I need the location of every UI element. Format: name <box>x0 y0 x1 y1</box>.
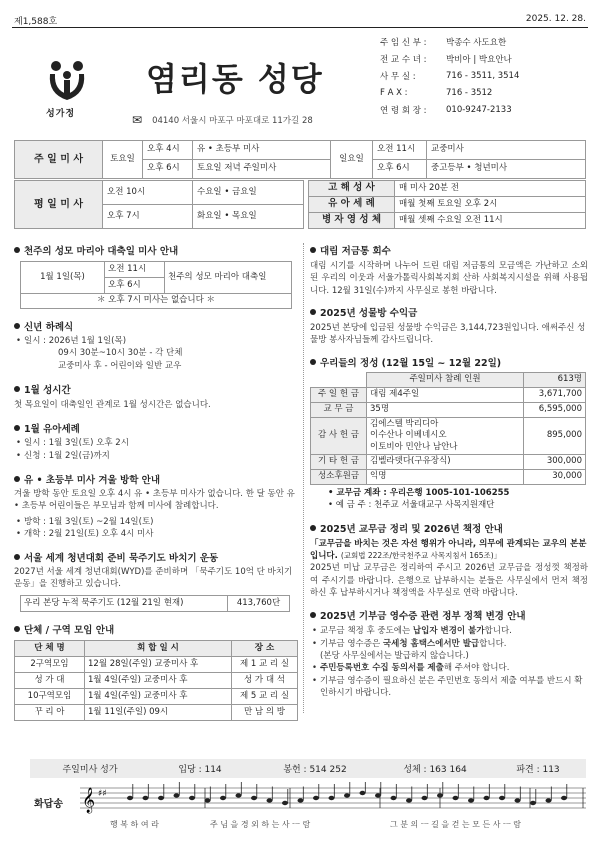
weekday-mass-table <box>14 180 304 229</box>
music-note <box>127 796 133 800</box>
rosary-total-table <box>20 595 290 612</box>
sunday-mass-label: 주 일 미 사 <box>15 141 103 179</box>
sacrament-value: 매월 셋째 수요일 오전 11시 <box>395 213 586 229</box>
receipt-policy-list <box>310 625 588 699</box>
table-row <box>311 469 586 484</box>
section-meetings <box>14 622 300 636</box>
receipt-policy-emphasis: 국세청 홈택스에서만 발급 <box>382 638 480 649</box>
music-note <box>468 798 474 802</box>
music-note <box>251 796 257 800</box>
bullet-icon <box>310 359 316 365</box>
music-note <box>530 801 536 805</box>
table-row <box>311 402 586 417</box>
table-row <box>15 688 298 704</box>
music-note <box>143 796 149 800</box>
section-gift-shop <box>310 305 588 319</box>
section-infant-baptism <box>14 421 300 435</box>
section-title: 서울 세계 청년대회 준비 묵주기도 바치기 운동 <box>24 553 219 565</box>
logo-caption: 성가정 <box>46 109 76 119</box>
meetings-header: 장 소 <box>232 640 298 656</box>
meeting-group: 2구역모임 <box>15 656 85 672</box>
solemnity-time: 오전 11시 <box>105 262 165 278</box>
attend-label: 주일미사 참례 인원 <box>367 372 524 387</box>
music-note <box>422 796 428 800</box>
bullet-icon <box>14 247 20 253</box>
dues-quote <box>310 538 588 563</box>
meeting-time: 1월 4일(주일) 교중미사 후 <box>85 672 232 688</box>
envelope-icon: ✉ <box>132 113 143 127</box>
hymn-dismissal: 파견 : 113 <box>516 765 560 775</box>
baptism-line: • 신청 : 1월 2일(금)까지 <box>14 450 300 462</box>
chorus-staff <box>80 782 586 816</box>
section-rosary <box>14 550 300 564</box>
newyear-line: 교중미사 후 - 어린이와 일반 교우 <box>58 360 182 371</box>
offering-value: 895,000 <box>524 417 586 454</box>
baptism-line: • 일시 : 1월 3일(토) 오후 2시 <box>14 437 300 449</box>
music-note <box>561 796 567 800</box>
sacrament-table <box>308 180 586 229</box>
music-note <box>313 796 319 800</box>
treble-clef-icon: 𝄞 <box>82 788 96 813</box>
sacrament-label: 유 아 세 례 <box>309 197 395 213</box>
receipt-policy-item: • 기부금 영수증이 필요하신 분은 주민번호 동의서 제출 여부를 반드시 확인하시기 바랍니다. <box>310 675 588 700</box>
offering-desc: 대림 제4주일 <box>367 387 524 402</box>
newyear-line: 09시 30분~10시 30분 - 각 단체 <box>58 348 183 359</box>
newyear-line: • 일시 : 2026년 1월 1일(목) <box>14 335 300 347</box>
header-rule <box>12 27 588 28</box>
section-title: 유 • 초등부 미사 겨울 방학 안내 <box>24 474 161 486</box>
bullet-icon <box>14 386 20 392</box>
section-receipt-policy <box>310 608 588 622</box>
offering-desc: 익명 <box>367 469 524 484</box>
meeting-place: 제 5 교 리 실 <box>232 688 298 704</box>
parish-logo <box>44 58 90 104</box>
solemnity-name: 천주의 성모 마리아 대축일 <box>165 262 292 294</box>
music-note <box>453 796 459 800</box>
sacrament-label: 고 해 성 사 <box>309 181 395 197</box>
right-column <box>310 243 588 699</box>
music-note <box>391 796 397 800</box>
section-solemnity <box>14 243 300 257</box>
music-note <box>406 798 412 802</box>
section-title: 천주의 성모 마리아 대축일 미사 안내 <box>24 246 179 257</box>
section-title: 1월 유아세례 <box>24 424 80 436</box>
donor-line: 이수산나 이베네시오 <box>370 430 447 441</box>
address-line <box>132 113 313 127</box>
sacrament-value: 매 미사 20분 전 <box>395 181 586 197</box>
bullet-icon <box>14 476 20 482</box>
music-note <box>158 796 164 800</box>
music-note <box>515 798 521 802</box>
meeting-time: 1월 4일(주일) 교중미사 후 <box>85 688 232 704</box>
bullet-icon <box>14 626 20 632</box>
music-note <box>546 798 552 802</box>
column-divider <box>303 243 304 713</box>
table-row <box>15 672 298 688</box>
staff-label: 전 교 수 녀 : <box>380 54 427 65</box>
sun-time: 오후 6시 <box>373 160 427 179</box>
gift-shop-text: 2025년 본당에 입금된 성물방 수익금은 3,144,723원입니다. 애써주신 성물방 봉사자님들께 감사드립니다. <box>310 322 586 346</box>
chorus-lyrics <box>110 819 586 830</box>
meetings-header: 단 체 명 <box>15 640 85 656</box>
meeting-place: 만 남 의 방 <box>232 704 298 720</box>
meeting-time: 12월 28일(주일) 교중미사 후 <box>85 656 232 672</box>
weekday-desc: 수요일 • 금요일 <box>193 181 304 205</box>
music-note <box>236 793 242 797</box>
table-row <box>15 704 298 720</box>
staff-label: 연 령 회 장 : <box>380 105 427 116</box>
weekday-time: 오후 7시 <box>103 205 193 229</box>
section-offerings <box>310 355 588 369</box>
left-column <box>14 243 300 721</box>
solemnity-time: 오후 6시 <box>105 278 165 294</box>
address-text: 04140 서울시 마포구 마포대로 11가길 28 <box>152 116 313 126</box>
bullet-icon <box>310 309 316 315</box>
sun-time: 오전 11시 <box>373 141 427 160</box>
meeting-group: 10구역모임 <box>15 688 85 704</box>
hymn-communion: 성체 : 163 164 <box>403 765 467 775</box>
offering-label: 주 일 헌 금 <box>311 387 367 402</box>
rosary-text: 2027년 서울 세계 청년대회(WYD)를 준비하며 「묵주기도 10억 단 바치기 운동」을 진행하고 있습니다. <box>14 567 293 590</box>
lyric-line: 주 님 을 경 외 하 는 사 ㅡ 람 <box>210 820 311 829</box>
bullet-icon <box>310 612 316 618</box>
sharp-icon: ♯♯ <box>98 789 107 799</box>
music-note <box>282 801 288 805</box>
meetings-table <box>14 640 298 721</box>
holy-family-logo-icon <box>44 58 90 104</box>
issue-number: 제1,588호 <box>14 17 58 27</box>
section-advent-box <box>310 243 588 257</box>
table-row <box>15 656 298 672</box>
lyric-line: 그 분 의 ㅡ 길 을 걷 는 모 든 사 ㅡ 람 <box>390 820 521 829</box>
sunday-mass-table <box>14 140 586 179</box>
receipt-policy-emphasis: 주민등록번호 수집 동의서를 제출 <box>320 663 444 674</box>
holy-hour-text: 첫 목요일이 대축일인 관계로 1월 성시간은 없습니다. <box>14 399 211 410</box>
chorus-label: 화답송 <box>34 799 63 810</box>
receipt-policy-item: • 주민등록번호 수집 동의서를 제출해 주셔야 합니다. <box>310 662 588 674</box>
section-winter-break <box>14 472 300 486</box>
offering-label: 감 사 헌 금 <box>311 417 367 454</box>
weekday-desc: 화요일 • 목요일 <box>193 205 304 229</box>
sun-desc: 교중미사 <box>427 141 586 160</box>
meetings-header: 회 합 일 시 <box>85 640 232 656</box>
hymn-entrance: 입당 : 114 <box>178 765 222 775</box>
rosary-total-label: 우리 본당 누적 묵주기도 (12월 21일 현재) <box>21 595 228 611</box>
offering-value: 3,671,700 <box>524 387 586 402</box>
sun-label: 일요일 <box>331 141 373 179</box>
hymn-bar <box>30 759 586 778</box>
offering-label: 기 타 헌 금 <box>311 454 367 469</box>
meeting-time: 1월 11일(주일) 09시 <box>85 704 232 720</box>
bullet-icon <box>310 525 316 531</box>
section-title: 신년 하례식 <box>24 322 74 333</box>
music-note <box>344 793 350 797</box>
table-row <box>311 387 586 402</box>
bullet-icon <box>14 554 20 560</box>
music-note <box>267 798 273 802</box>
section-dues <box>310 521 588 535</box>
music-note <box>329 796 335 800</box>
sat-desc: 토요일 저녁 주일미사 <box>193 160 331 179</box>
advent-box-text: 대림 시기를 시작하며 나누어 드린 대림 저금통의 모금액은 가난하고 소외된 우리의 이웃과 서울가톨릭사회복지회 산하 사회복지시설을 위해 사용됩니다. 12월 31일(수)까지 사무실로 봉헌 바랍니다. <box>310 261 588 296</box>
meeting-place: 성 가 대 석 <box>232 672 298 688</box>
section-newyear <box>14 319 300 333</box>
donor-line: 이토비아 민안나 남안나 <box>370 441 458 452</box>
dues-text: 2025년 미납 교무금은 정리하여 주시고 2026년 교무금을 정성껏 책정하여 주시기를 바랍니다. 은행으로 납부하시는 분들은 사무실에서 먼저 책정하신 후 납부하시거나 책정액을 사무실로 연락 바랍니다. <box>310 563 588 598</box>
solemnity-date: 1월 1일(목) <box>21 262 105 294</box>
receipt-policy-item: • 교무금 책정 후 중도에는 납입자 변경이 불가합니다. <box>310 625 588 637</box>
section-title: 대림 저금통 회수 <box>320 246 391 257</box>
winter-break-text: 겨울 방학 동안 토요일 오후 4시 유 • 초등부 미사가 없습니다. 한 달 동안 유 • 초등부 어린이들은 부모님과 함께 미사에 참례합니다. <box>14 488 295 512</box>
lyric-line: 행 복 하 여 라 <box>110 820 159 829</box>
weekday-mass-label: 평 일 미 사 <box>15 181 103 229</box>
account-holder: • 예 금 주 : 천주교 서울대교구 사목지원재단 <box>328 499 495 510</box>
music-note <box>298 798 304 802</box>
offering-desc <box>367 417 524 454</box>
sat-label: 토요일 <box>103 141 143 179</box>
sacrament-value: 매월 첫째 토요일 오후 2시 <box>395 197 586 213</box>
bullet-icon <box>14 323 20 329</box>
solemnity-note: ＊ 오후 7시 미사는 없습니다 ＊ <box>21 294 292 309</box>
music-note <box>174 793 180 797</box>
issue-date: 2025. 12. 28. <box>525 14 586 24</box>
dues-quote-source: (교회법 222조/한국천주교 사목지침서 165조)」 <box>340 551 502 561</box>
section-title: 우리들의 정성 (12월 15일 ~ 12월 22일) <box>320 357 502 369</box>
section-title: 2025년 성물방 수익금 <box>320 307 418 319</box>
receipt-policy-item: (본당 사무실에서는 발급하지 않습니다.) <box>320 650 469 661</box>
sat-time: 오후 6시 <box>143 160 193 179</box>
parish-name: 염리동 성당 <box>146 60 324 98</box>
hymn-offertory: 봉헌 : 514 252 <box>283 765 347 775</box>
offering-desc: 35명 <box>367 402 524 417</box>
dues-quote-text: 「교무금을 바치는 것은 자선 행위가 아니라, 의무에 관계되는 교우의 본분입니다. <box>310 538 587 562</box>
staff-label: 주 임 신 부 : <box>380 37 427 48</box>
section-holy-hour <box>14 382 300 396</box>
section-title: 2025년 기부금 영수증 관련 정부 정책 변경 안내 <box>320 611 526 623</box>
table-row <box>311 454 586 469</box>
hymn-label: 주일미사 성가 <box>62 765 118 775</box>
staff-label: 사 무 실 : <box>380 71 416 82</box>
music-note <box>499 796 505 800</box>
staff-list <box>380 33 590 118</box>
music-note <box>189 796 195 800</box>
section-title: 단체 / 구역 모임 안내 <box>24 624 115 636</box>
attend-value: 613명 <box>524 372 586 387</box>
meeting-place: 제 1 교 리 실 <box>232 656 298 672</box>
offering-value: 30,000 <box>524 469 586 484</box>
receipt-policy-item: • 기부금 영수증은 국세청 홈택스에서만 발급합니다. <box>310 638 588 650</box>
winter-break-line: • 개학 : 2월 21일(토) 오후 4시 미사 <box>14 528 300 540</box>
offerings-table <box>310 372 586 485</box>
staff-value: 박종수 사도요한 <box>446 37 507 48</box>
receipt-policy-emphasis: 납입자 변경이 불가 <box>412 626 485 637</box>
music-note <box>220 796 226 800</box>
bullet-icon <box>310 247 316 253</box>
winter-break-line: • 방학 : 1월 3일(토) ~2월 14일(토) <box>14 516 300 528</box>
rosary-total-value: 413,760단 <box>228 595 290 611</box>
staff-value: 010-9247-2133 <box>446 104 512 115</box>
staff-value: 716 - 3511, 3514 <box>446 70 520 81</box>
sacrament-label: 병 자 영 성 체 <box>309 213 395 229</box>
weekday-time: 오전 10시 <box>103 181 193 205</box>
sat-time: 오후 4시 <box>143 141 193 160</box>
bullet-icon <box>14 425 20 431</box>
staff-value: 716 - 3512 <box>446 87 493 98</box>
offerings-blank <box>311 372 367 387</box>
meeting-group: 성 가 대 <box>15 672 85 688</box>
staff-value: 박비아 | 박요안나 <box>446 54 512 65</box>
offering-desc: 김벨라뎃다(구유장식) <box>367 454 524 469</box>
donor-line: 김에스텔 박리디아 <box>370 418 439 429</box>
sun-desc: 중고등부 • 청년미사 <box>427 160 586 179</box>
solemnity-table <box>20 261 292 309</box>
offering-label: 성소후원금 <box>311 469 367 484</box>
sat-desc: 유 • 초등부 미사 <box>193 141 331 160</box>
offering-value: 6,595,000 <box>524 402 586 417</box>
meeting-group: 꾸 리 아 <box>15 704 85 720</box>
offering-value: 300,000 <box>524 454 586 469</box>
music-note <box>360 791 366 795</box>
offering-label: 교 무 금 <box>311 402 367 417</box>
table-row <box>311 417 586 454</box>
staff-label: F A X : <box>380 87 408 98</box>
section-title: 2025년 교무금 정리 및 2026년 책정 안내 <box>320 523 503 535</box>
music-note <box>484 796 490 800</box>
account-number: • 교무금 계좌 : 우리은행 1005-101-106255 <box>328 487 510 498</box>
section-title: 1월 성시간 <box>24 384 71 396</box>
